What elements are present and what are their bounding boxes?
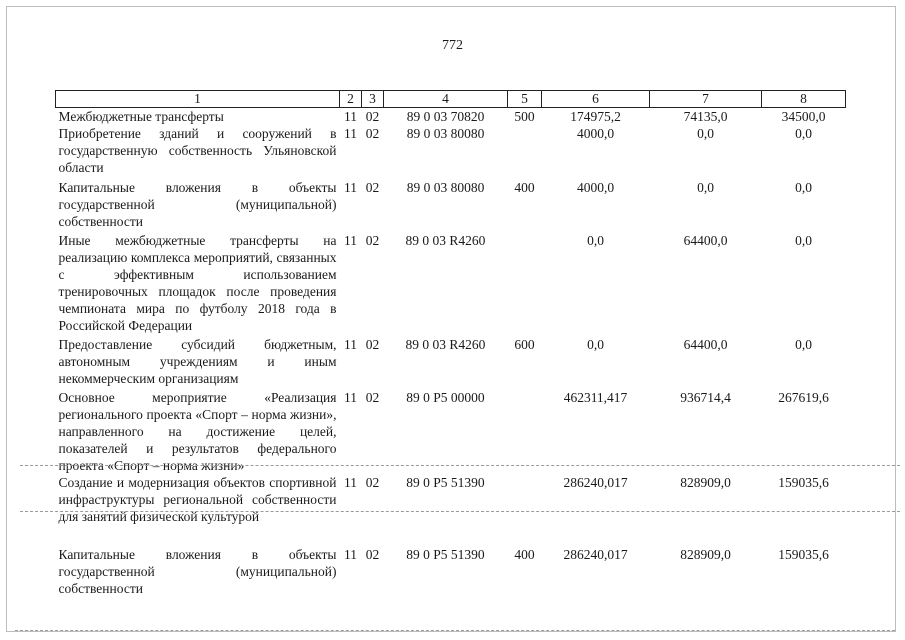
row-target-code: 89 0 03 R4260 [405,233,486,248]
row-name: Межбюджетные трансферты [58,109,224,124]
column-header: 7 [650,91,762,108]
row-target-code: 89 0 03 80080 [406,126,485,141]
row-expense-type [508,474,542,546]
table-row [56,389,846,474]
row-name: Предоставление субсидий бюджетным, автономным учреждениям и иным некоммерческим организациям [58,337,337,386]
table-row [56,108,846,126]
row-value-col7: 64400,0 [683,337,728,352]
row-target-code: 89 0 P5 51390 [406,547,485,562]
column-header: 8 [762,91,846,108]
row-expense-type [508,232,542,336]
row-name: Капитальные вложения в объекты государственной (муниципальной) собственности [58,180,337,229]
row-section: 11 [344,547,357,562]
row-subsection: 02 [365,547,380,562]
table-row [56,232,846,336]
column-header: 6 [542,91,650,108]
header-row [56,91,846,108]
row-section: 11 [344,337,357,352]
row-subsection: 02 [365,390,380,405]
row-subsection: 02 [365,233,380,248]
row-expense-type [508,389,542,474]
row-value-col8: 0,0 [795,337,812,352]
row-value-col8: 267619,6 [778,390,829,405]
row-value-col6: 4000,0 [576,180,615,195]
row-value-col6: 462311,417 [563,390,628,405]
row-expense-type: 500 [514,109,535,124]
scan-artifact-line [15,630,895,631]
row-subsection: 02 [365,109,380,124]
row-value-col8: 159035,6 [778,547,829,562]
row-value-col7: 936714,4 [680,390,731,405]
row-name: Создание и модернизация объектов спортивной инфраструктуры региональной собственности для занятий физической культурой [58,475,337,524]
row-expense-type: 400 [514,547,535,562]
column-header: 3 [362,91,384,108]
column-header: 1 [56,91,340,108]
row-value-col8: 0,0 [795,126,812,141]
row-value-col7: 0,0 [697,180,714,195]
row-section: 11 [344,180,357,195]
column-header: 5 [508,91,542,108]
row-value-col8: 0,0 [795,180,812,195]
row-expense-type: 400 [514,180,535,195]
table-row [56,546,846,599]
table-row [56,179,846,232]
row-value-col6: 174975,2 [570,109,621,124]
row-section: 11 [344,390,357,405]
row-section: 11 [344,109,357,124]
row-target-code: 89 0 03 R4260 [405,337,486,352]
table-row [56,474,846,546]
row-value-col6: 0,0 [587,233,604,248]
column-header: 2 [340,91,362,108]
row-value-col7: 828909,0 [680,547,731,562]
row-name: Капитальные вложения в объекты государственной (муниципальной) собственности [58,547,337,596]
row-value-col7: 0,0 [697,126,714,141]
row-name: Приобретение зданий и сооружений в государственную собственность Ульяновской области [58,126,337,175]
row-value-col6: 286240,017 [563,547,628,562]
page-number: 772 [442,38,463,53]
row-value-col8: 159035,6 [778,475,829,490]
scan-artifact-line [20,511,900,512]
row-expense-type [508,125,542,179]
row-value-col8: 34500,0 [781,109,826,124]
row-section: 11 [344,475,357,490]
row-expense-type: 600 [514,337,535,352]
row-target-code: 89 0 03 70820 [406,109,485,124]
row-target-code: 89 0 03 80080 [406,180,485,195]
table-row [56,336,846,389]
row-section: 11 [344,233,357,248]
table-row [56,125,846,179]
row-name: Основное мероприятие «Реализация регионального проекта «Спорт – норма жизни», направленного на достижение целей, показателей и результатов федерального проекта «Спорт – норма жизни» [58,390,337,473]
row-value-col7: 64400,0 [683,233,728,248]
row-name: Иные межбюджетные трансферты на реализацию комплекса мероприятий, связанных с эффективным использованием тренировочных площадок после проведения чемпионата мира по футболу 2018 года в Российской Федерации [58,233,337,333]
row-value-col7: 74135,0 [683,109,728,124]
row-subsection: 02 [365,475,380,490]
row-subsection: 02 [365,337,380,352]
row-value-col6: 0,0 [587,337,604,352]
budget-table [55,90,846,599]
row-value-col8: 0,0 [795,233,812,248]
row-value-col6: 286240,017 [563,475,628,490]
row-subsection: 02 [365,180,380,195]
scan-artifact-line [20,465,900,466]
column-header: 4 [384,91,508,108]
row-value-col7: 828909,0 [680,475,731,490]
row-target-code: 89 0 P5 00000 [406,390,485,405]
row-subsection: 02 [365,126,380,141]
row-target-code: 89 0 P5 51390 [406,475,485,490]
row-section: 11 [344,126,357,141]
row-value-col6: 4000,0 [576,126,615,141]
